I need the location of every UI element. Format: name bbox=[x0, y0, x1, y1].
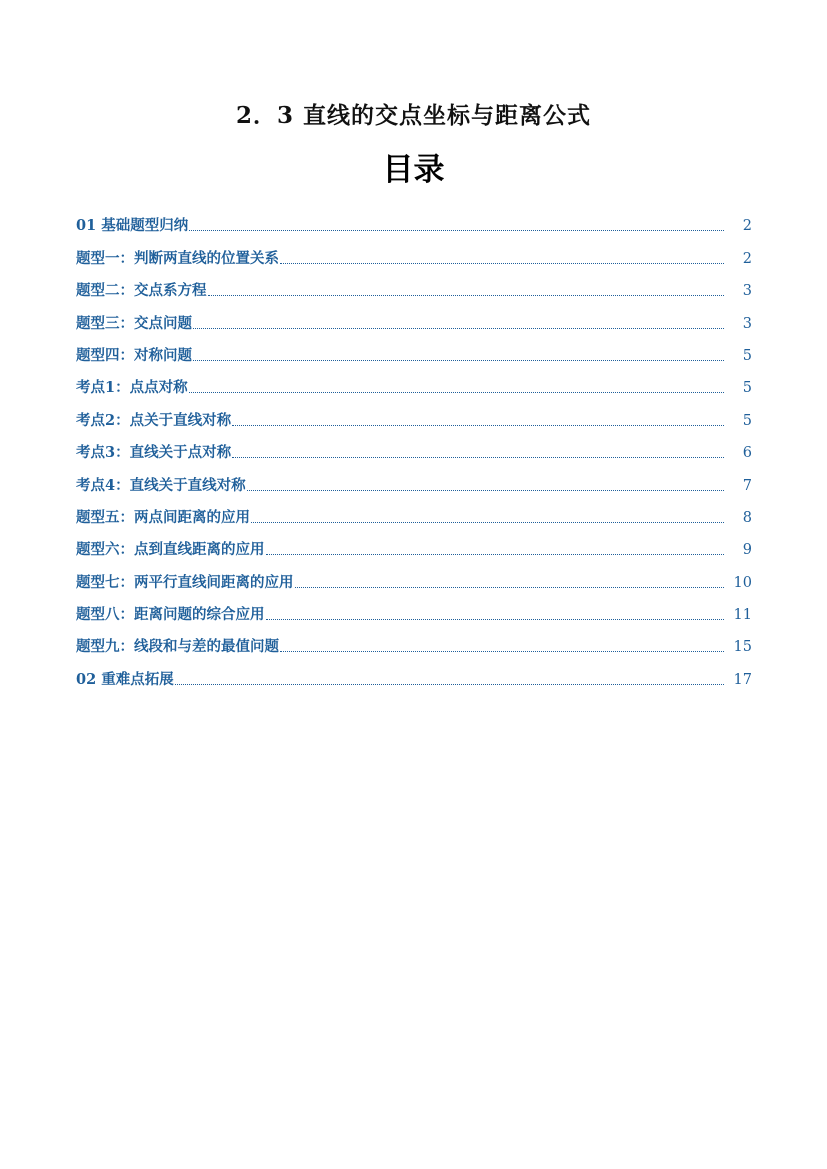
toc-dot-leader bbox=[251, 522, 724, 523]
toc-page-number: 5 bbox=[742, 347, 752, 364]
toc-entry-point-4[interactable] bbox=[76, 465, 752, 497]
toc-dot-leader bbox=[189, 392, 724, 393]
toc-entry-type-7[interactable] bbox=[76, 562, 752, 594]
toc-page-number: 5 bbox=[742, 412, 752, 429]
toc-entry-label: 题型六：点到直线距离的应用 bbox=[76, 541, 265, 559]
toc-entry-type-3[interactable] bbox=[76, 303, 752, 335]
toc-entry-label: 02 重难点拓展 bbox=[76, 670, 174, 688]
toc-entry-label: 题型四：对称问题 bbox=[76, 346, 192, 364]
toc-entry-label: 题型一：判断两直线的位置关系 bbox=[76, 249, 279, 267]
toc-entry-label: 考点4：直线关于直线对称 bbox=[76, 476, 246, 494]
toc-page-number: 11 bbox=[733, 607, 752, 624]
toc-dot-leader bbox=[193, 328, 724, 329]
toc-page-number: 7 bbox=[742, 477, 752, 494]
toc-dot-leader bbox=[280, 651, 724, 652]
toc-dot-leader bbox=[266, 554, 725, 555]
toc-page-number: 15 bbox=[733, 639, 752, 656]
toc-dot-leader bbox=[193, 360, 724, 361]
toc-entry-label: 题型三：交点问题 bbox=[76, 314, 192, 332]
toc-dot-leader bbox=[266, 619, 725, 620]
toc-dot-leader bbox=[247, 490, 724, 491]
toc-entry-label: 01 基础题型归纳 bbox=[76, 217, 189, 235]
toc-page-number: 3 bbox=[742, 315, 752, 332]
toc-entry-point-1[interactable] bbox=[76, 368, 752, 400]
toc-entry-label: 考点3：直线关于点对称 bbox=[76, 444, 232, 462]
toc-page-number: 2 bbox=[742, 218, 752, 235]
toc-entry-label: 题型九：线段和与差的最值问题 bbox=[76, 638, 279, 656]
toc-entry-point-3[interactable] bbox=[76, 433, 752, 465]
toc-page-number: 17 bbox=[733, 671, 752, 688]
toc-entry-label: 题型七：两平行直线间距离的应用 bbox=[76, 573, 294, 591]
toc-page-number: 10 bbox=[733, 574, 752, 591]
toc-entry-label: 题型八：距离问题的综合应用 bbox=[76, 606, 265, 624]
toc-page-number: 3 bbox=[742, 283, 752, 300]
toc-dot-leader bbox=[175, 684, 724, 685]
toc-page-number: 6 bbox=[742, 445, 752, 462]
toc-entry-type-6[interactable] bbox=[76, 530, 752, 562]
toc-entry-label: 考点2：点关于直线对称 bbox=[76, 411, 232, 429]
toc-dot-leader bbox=[232, 457, 724, 458]
toc-dot-leader bbox=[295, 587, 725, 588]
toc-page-number: 9 bbox=[742, 542, 752, 559]
toc-page-number: 5 bbox=[742, 380, 752, 397]
toc-entry-label: 题型二：交点系方程 bbox=[76, 282, 207, 300]
toc-entry-point-2[interactable] bbox=[76, 400, 752, 432]
toc-entry-label: 题型五：两点间距离的应用 bbox=[76, 508, 250, 526]
toc-dot-leader bbox=[232, 425, 724, 426]
toc-heading: 目录 bbox=[382, 152, 445, 188]
toc-entry-advanced-extension[interactable] bbox=[76, 659, 752, 691]
toc-page-number: 8 bbox=[742, 509, 752, 526]
toc-dot-leader bbox=[208, 295, 725, 296]
toc-entry-type-5[interactable] bbox=[76, 498, 752, 530]
toc-entry-type-8[interactable] bbox=[76, 595, 752, 627]
toc-dot-leader bbox=[280, 263, 724, 264]
toc-page-number: 2 bbox=[742, 250, 752, 267]
toc-entry-basic-types[interactable] bbox=[76, 206, 752, 238]
toc-entry-type-4[interactable] bbox=[76, 336, 752, 368]
document-title: 2．3 直线的交点坐标与距离公式 bbox=[235, 102, 591, 129]
toc-dot-leader bbox=[189, 230, 724, 231]
toc-entry-type-1[interactable] bbox=[76, 238, 752, 270]
toc-entry-label: 考点1：点点对称 bbox=[76, 379, 188, 397]
toc-entry-type-9[interactable] bbox=[76, 627, 752, 659]
toc-entry-type-2[interactable] bbox=[76, 271, 752, 303]
table-of-contents bbox=[76, 206, 752, 692]
